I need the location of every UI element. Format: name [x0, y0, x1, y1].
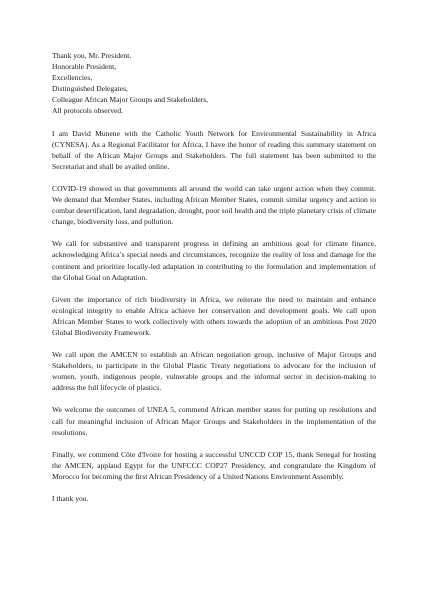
paragraph-introduction: I am David Munene with the Catholic Youth Network for Environmental Sustainability in Africa (CYNESA). As a Regional Facilitator for Africa, I have the honor of reading this summary statement on behalf of the African Major Groups and Stakeholders. The full statement has been submitted to the Secretariat and shall be availed online. — [52, 128, 376, 171]
paragraph-climate-finance: We call for substantive and transparent progress in defining an ambitious goal for climate finance, acknowledging Africa’s special needs and circumstances, recognize the reality of loss and damage for the continent and prioritize locally-led adaptation in contributing to the formulation and implementation of the Global Goal on Adaptation. — [52, 239, 376, 282]
salutation-line: Thank you, Mr. President. — [52, 51, 132, 60]
salutation-line: Distinguished Delegates, — [52, 84, 128, 94]
paragraph-unea: We welcome the outcomes of UNEA 5, commend African member states for putting up resolutions and call for meaningful inclusion of African Major Groups and Stakeholders in the implementation of the resolutions. — [52, 405, 376, 437]
statement-body — [52, 50, 376, 504]
paragraph-finally: Finally, we commend Côte d'Ivoire for hosting a successful UNCCD COP 15, thank Senegal for hosting the AMCEN, applaud Egypt for the UNFCCC COP27 Presidency, and congratulate the Kingdom of Morocco for becoming the first African Presidency of a United Nations Environment Assembly. — [52, 449, 376, 481]
salutation-block — [52, 50, 376, 117]
paragraph-covid: COVID-19 showed us that governments all around the world can take urgent action when they commit. We demand that Member States, including African Member States, commit similar urgency and action to combat desertification, land degradation, drought, poor soil health and the triple planetary crisis of climate change, biodiversity loss, and pollution. — [52, 183, 376, 227]
paragraph-biodiversity: Given the importance of rich biodiversity in Africa, we reiterate the need to maintain and enhance ecological integrity to enable Africa achieve her conservation and development goals. We call upon African Member States to work collectively with others towards the adoption of an ambitious Post 2020 Global Biodiversity Framework. — [52, 294, 376, 337]
salutation-line: Honorable President, — [52, 62, 117, 72]
paragraph-plastics: We call upon the AMCEN to establish an African negotiation group, inclusive of Major Groups and Stakeholders, to participate in the Global Plastic Treaty negotiations to advocate for the inclusion of women, youth, indigenous people, vulnerable groups and the informal sector in decision-making to address the full lifecycle of plastics. — [52, 350, 376, 393]
salutation-line: Excellencies, — [52, 73, 93, 83]
closing-line: I thank you. — [52, 494, 89, 503]
salutation-line: All protocols observed. — [52, 106, 124, 116]
salutation-line: Colleague African Major Groups and Stakeholders, — [52, 95, 209, 105]
